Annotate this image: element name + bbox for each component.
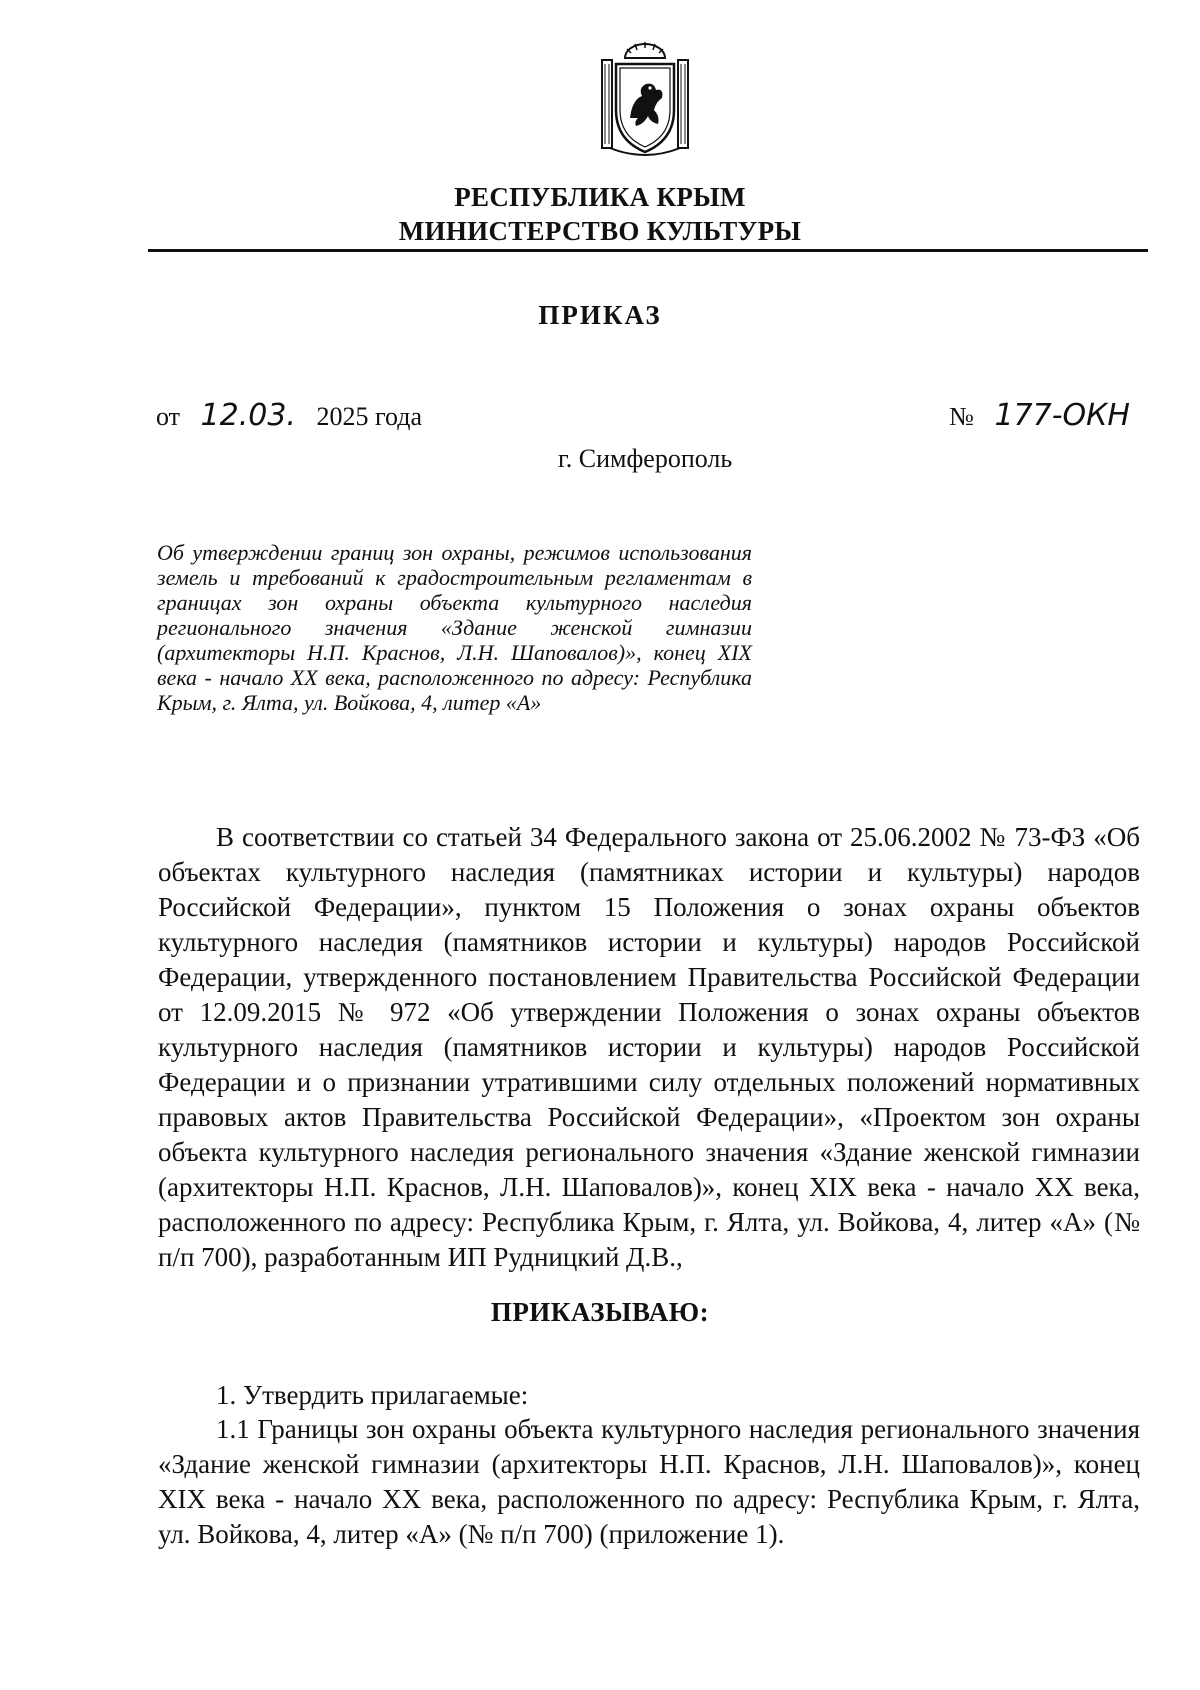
document-date [156,398,422,433]
document-number [949,398,1130,433]
order-item-1: 1. Утвердить прилагаемые: [216,1380,529,1410]
header-divider [148,249,1148,252]
crimea-coat-of-arms-icon [590,40,700,160]
order-heading: ПРИКАЗЫВАЮ: [490,1297,710,1327]
date-handwritten: 12.03. [200,398,296,433]
issuer-line-ministry: МИНИСТЕРСТВО КУЛЬТУРЫ [398,216,802,246]
issuer-line-republic: РЕСПУБЛИКА КРЫМ [454,182,746,212]
number-handwritten: 177-ОКН [994,398,1130,433]
date-prefix: от [156,402,181,431]
preamble-text: В соответствии со статьей 34 Федерального закона от 25.06.2002 № 73-ФЗ «Об объектах культурного наследия (памятниках истории и культуры) народов Российской Федерации», пунктом 15 Положения о зонах охраны объектов культурного наследия (памятников истории и культуры) народов Российской Федерации, утвержденного постановлением Правительства Российской Федерации от 12.09.2015 № 972 «Об утверждении Положения о зонах охраны объектов культурного наследия (памятников истории и культуры) народов Российской Федерации и о признании утратившими силу отдельных положений нормативных правовых актов Правительства Российской Федерации», «Проектом зон охраны объекта культурного наследия регионального значения «Здание женской гимназии (архитекторы Н.П. Краснов, Л.Н. Шаповалов)», конец XIX века - начало XX века, расположенного по адресу: Республика Крым, г. Ялта, ул. Войкова, 4, литер «А» (№ п/п 700), разработанным ИП Рудницкий Д.В., [158,822,1140,1272]
document-subject: Об утверждении границ зон охраны, режимов использования земель и требований к градостроительным регламентам в границах зон охраны объекта культурного наследия регионального значения «Здание женской гимназии (архитекторы Н.П. Краснов, Л.Н. Шаповалов)», конец XIX века - начало XX века, расположенного по адресу: Республика Крым, г. Ялта, ул. Войкова, 4, литер «А» [157,540,752,715]
issuer-header [0,180,1200,248]
order-item-1-1-text: 1.1 Границы зон охраны объекта культурного наследия регионального значения «Здание женской гимназии (архитекторы Н.П. Краснов, Л.Н. Шаповалов)», конец XIX века - начало XX века, расположенного по адресу: Республика Крым, г. Ялта, ул. Войкова, 4, литер «А» (№ п/п 700) (приложение 1). [158,1414,1140,1549]
number-sign: № [949,402,974,431]
document-title: ПРИКАЗ [538,300,662,330]
preamble-paragraph [158,820,1140,1275]
date-year: 2025 года [316,402,422,431]
order-item-1-1 [158,1412,1140,1552]
document-city: г. Симферополь [558,444,733,473]
